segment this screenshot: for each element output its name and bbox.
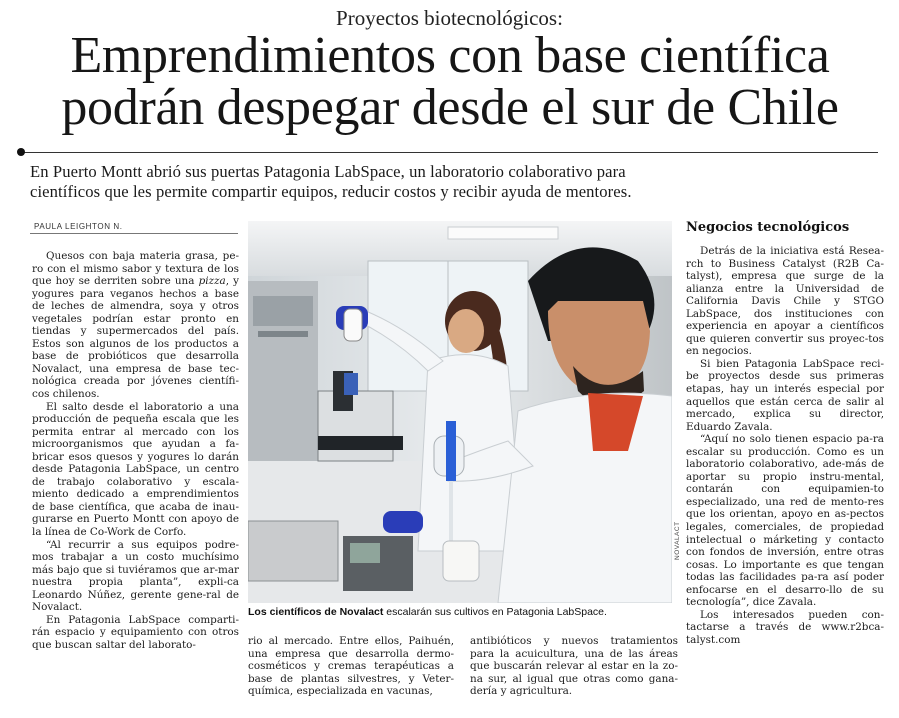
byline-rule [30, 233, 238, 234]
byline: PAULA LEIGHTON N. [34, 222, 123, 231]
text-run: , y yogures para veganos hechos a base de leches de almendra, soya y otros vegetales podrían estar pronto en tiendas y supermercados del país. Estos son algunos de los productos a base de probióticos que desarrolla Novalact, una empresa de base tec-nológica creada por jóvenes científi-cos chilenos. [32, 275, 239, 401]
headline-line-1: Emprendimientos con base científica [70, 27, 830, 84]
caption-rest: escalarán sus cultivos en Patagonia LabSpace. [383, 606, 607, 618]
paragraph: En Patagonia LabSpace comparti-rán espacio y equipamiento con otros que buscan saltar del laborato- [32, 613, 239, 651]
sample-jar [443, 541, 479, 581]
italic-word: pizza [198, 275, 226, 288]
article-column-4 [686, 245, 884, 647]
photo-caption [248, 606, 678, 618]
article-column-1 [32, 250, 239, 652]
pipette [446, 421, 456, 481]
paragraph: rio al mercado. Entre ellos, Paihuén, una empresa que desarrolla dermo-cosméticos y cremas terapéuticas a base de plantas silvestres, y Veter-química, especializada en vacunas, [248, 635, 454, 698]
woman-face [448, 309, 484, 353]
deck [30, 162, 880, 202]
lab-photo-illustration [248, 221, 672, 603]
headline-rule [22, 152, 878, 153]
paragraph: Los interesados pueden con-tactarse a través de www.r2bca-talyst.com [686, 608, 884, 646]
headline [20, 27, 880, 136]
equipment-box [248, 521, 338, 581]
caption-bold: Los científicos de Novalact [248, 606, 384, 618]
article-column-3 [470, 635, 678, 698]
paragraph [32, 250, 239, 401]
kicker: Proyectos biotecnológicos: [336, 6, 563, 30]
paragraph: El salto desde el laboratorio a una producción de pequeña escala que les permita entrar al mercado con los microorganismos que ayudan a fa-bricar esos quesos y yogures lo darán desde Patagonia LabSpace, un centro de trabajo colaborativo y escala-miento dedicado a emprendimientos de base científica, que acaba de inau-gurarse en Puerto Montt con apoyo de la línea de Co-Work de Corfo. [32, 400, 239, 539]
deck-line-1: En Puerto Montt abrió sus puertas Patagonia LabSpace, un laboratorio colaborativo para [30, 162, 626, 181]
ceiling-light [448, 227, 558, 239]
article-column-2 [248, 635, 454, 698]
paragraph: “Aquí no solo tienen espacio pa-ra escalar su producción. Como es un laboratorio colaborativo, ade-más de aportar su propio instru-mental, contarán con equipamien-to especializado, una red de mento-res que los orientan, apoyo en as-pectos legales, comerciales, de propiedad intelectual o márketing y contacto con fondos de inversión, entre otras cosas. Lo importante es que tengan todas las facilidades pa-ra así poder enfocarse en el desarro-llo de su tecnología”, dice Zavala. [686, 433, 884, 609]
deck-line-2: científicos que les permite compartir equipos, reducir costos y recibir ayuda de mentores. [30, 182, 632, 201]
lab-photo [248, 221, 672, 603]
photo-credit: NOVALACT [674, 521, 681, 560]
paragraph: “Al recurrir a sus equipos podre-mos trabajar a un costo muchísimo más bajo que si tuviéramos que ar-mar nuestra propia planta”, expli-ca Leonardo Núñez, gerente gene-ral de Novalact. [32, 538, 239, 614]
man-lab-coat [498, 393, 672, 603]
microscope [318, 391, 393, 461]
headline-line-2: podrán despegar desde el sur de Chile [61, 79, 839, 136]
paragraph: Si bien Patagonia LabSpace reci-be proyectos desde sus primeras etapas, hay un interés especial por aquellos que están cerca de salir al mercado, explica su director, Eduardo Zavala. [686, 357, 884, 433]
paragraph: Detrás de la iniciativa está Resea-rch to Business Catalyst (R2B Ca-talyst), empresa que surge de la alianza entre la Universidad de California Davis Chile y STGO LabSpace, dos instituciones con experiencia en apoyar a científicos que quieren convertir sus proyec-tos en negocios. [686, 245, 884, 358]
pipette-bottle [344, 309, 362, 341]
rule-dot [17, 148, 25, 156]
paragraph: antibióticos y nuevos tratamientos para la acuicultura, una de las áreas que buscarán relevar al estar en la zo-na sur, al igual que otras como gana-dería y agricultura. [470, 635, 678, 698]
section-subhead: Negocios tecnológicos [686, 220, 850, 235]
text-run: Quesos con baja materia grasa, pe-ro con el mismo sabor y textura de los que hoy se derriten sobre una [32, 250, 239, 288]
